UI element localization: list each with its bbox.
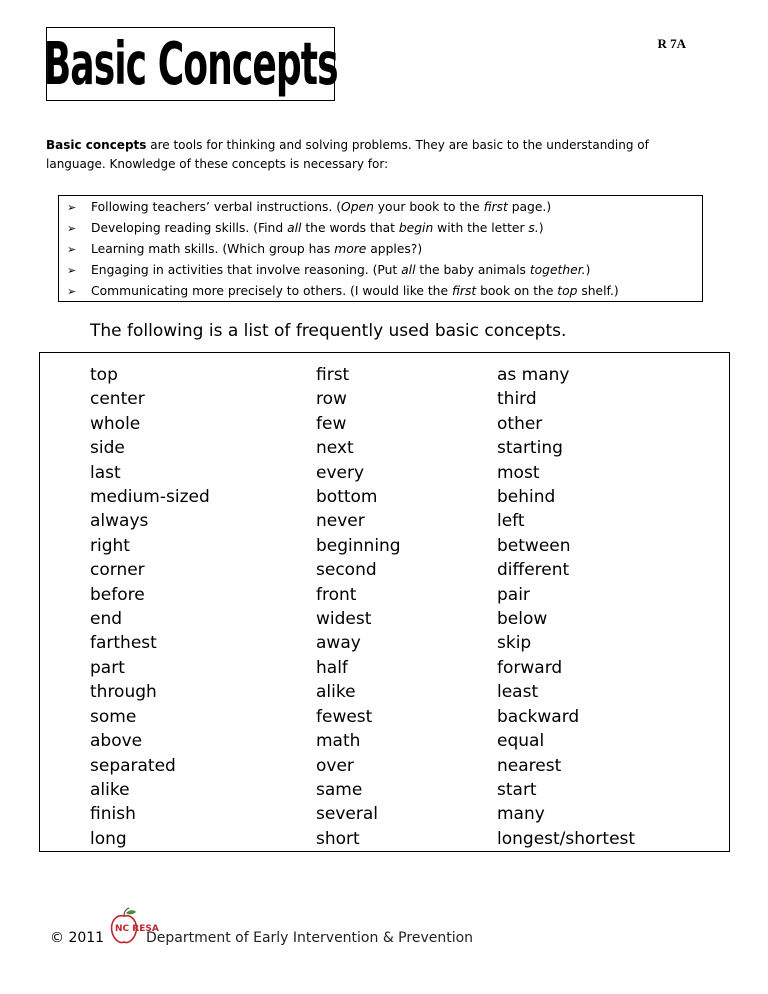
- concept-word: same: [316, 779, 363, 800]
- concept-word: over: [316, 755, 354, 776]
- concept-word: every: [316, 462, 365, 483]
- uses-list: [59, 196, 702, 302]
- uses-item-text: Communicating more precisely to others. (I would like the: [91, 284, 452, 298]
- concept-word: long: [90, 828, 127, 849]
- uses-item-emphasis: s.: [528, 221, 539, 235]
- uses-item: [59, 218, 702, 239]
- concept-word: between: [497, 535, 571, 556]
- concept-word: right: [90, 535, 130, 556]
- concept-word: most: [497, 462, 540, 483]
- list-heading: The following is a list of frequently used basic concepts.: [90, 321, 567, 341]
- concept-word: end: [90, 609, 123, 630]
- concept-word: backward: [497, 706, 580, 727]
- concept-word: widest: [316, 609, 372, 630]
- concept-word: longest/shortest: [497, 828, 636, 849]
- uses-box: [58, 195, 703, 302]
- uses-item-text: the baby animals: [415, 263, 530, 277]
- concept-word: nearest: [497, 755, 562, 776]
- concept-word: behind: [497, 487, 556, 508]
- arrow-bullet-icon: ➢: [67, 222, 77, 235]
- concept-word: math: [316, 731, 361, 752]
- concept-column-1: [90, 363, 210, 851]
- uses-item-emphasis: all: [287, 221, 302, 235]
- uses-item: [59, 281, 702, 302]
- uses-item-text: shelf.): [577, 284, 619, 298]
- concept-word: beginning: [316, 535, 401, 556]
- concept-word: skip: [497, 633, 532, 654]
- concept-word: corner: [90, 560, 145, 581]
- uses-item-text: Following teachers’ verbal instructions. (: [91, 200, 342, 214]
- concept-word: next: [316, 438, 354, 459]
- uses-item-emphasis: together.: [529, 263, 586, 277]
- concept-word: second: [316, 560, 377, 581]
- concept-word: third: [497, 389, 537, 410]
- concept-word: some: [90, 706, 137, 727]
- concept-word: above: [90, 731, 143, 752]
- uses-item-emphasis: all: [401, 263, 416, 277]
- uses-item-text: ): [585, 263, 591, 277]
- concept-word: start: [497, 779, 537, 800]
- concept-word: forward: [497, 657, 563, 678]
- concept-word: row: [316, 389, 347, 410]
- page-title: Basic Concepts: [43, 29, 338, 99]
- concept-word: fewest: [316, 706, 373, 727]
- concept-word: short: [316, 828, 360, 849]
- concept-word: side: [90, 438, 125, 459]
- concept-word: below: [497, 609, 548, 630]
- concept-word: away: [316, 633, 361, 654]
- concept-word: least: [497, 682, 539, 703]
- concept-word: different: [497, 560, 570, 581]
- concept-word: several: [316, 804, 378, 825]
- intro-paragraph: [46, 136, 706, 174]
- concept-word: center: [90, 389, 145, 410]
- concept-word: starting: [497, 438, 563, 459]
- copyright: © 2011: [50, 930, 105, 946]
- concept-word: through: [90, 682, 157, 703]
- concept-word: pair: [497, 584, 530, 605]
- uses-item-text: Engaging in activities that involve reasoning. (Put: [91, 263, 402, 277]
- uses-item-emphasis: more: [334, 242, 367, 256]
- uses-item-text: ): [538, 221, 544, 235]
- concept-word: medium-sized: [90, 487, 210, 508]
- arrow-bullet-icon: ➢: [67, 243, 77, 256]
- concept-word: never: [316, 511, 365, 532]
- concept-word: as many: [497, 365, 570, 385]
- concept-word: front: [316, 584, 357, 605]
- uses-item-text: Learning math skills. (Which group has: [91, 242, 335, 256]
- uses-item: [59, 260, 702, 281]
- concept-column-2: [316, 363, 401, 851]
- uses-item-emphasis: first: [451, 284, 477, 298]
- concept-word: finish: [90, 804, 136, 825]
- concept-word: separated: [90, 755, 176, 776]
- uses-item-text: your book to the: [373, 200, 484, 214]
- arrow-bullet-icon: ➢: [67, 285, 77, 298]
- concept-table: [39, 352, 730, 852]
- concept-word: equal: [497, 731, 545, 752]
- concept-word: first: [316, 365, 350, 385]
- arrow-bullet-icon: ➢: [67, 264, 77, 277]
- concept-word: whole: [90, 413, 141, 434]
- uses-item: [59, 197, 702, 218]
- uses-item-text: with the letter: [433, 221, 529, 235]
- concept-word: many: [497, 804, 545, 825]
- concept-word: few: [316, 413, 347, 434]
- concept-word: last: [90, 462, 121, 483]
- concept-word: half: [316, 657, 348, 678]
- concept-word: before: [90, 584, 145, 605]
- concept-word: alike: [90, 779, 130, 800]
- concept-word: alike: [316, 682, 356, 703]
- intro-text: are tools for thinking and solving problems. They are basic to the understanding of language. Knowledge of these concepts is necessary for:: [46, 138, 649, 171]
- intro-lead: Basic concepts: [46, 138, 147, 152]
- concept-word: always: [90, 511, 149, 532]
- uses-item-text: apples?): [366, 242, 423, 256]
- arrow-bullet-icon: ➢: [67, 201, 77, 214]
- concept-word: part: [90, 657, 125, 678]
- uses-item-text: page.): [507, 200, 552, 214]
- concept-word: top: [90, 365, 118, 385]
- concept-word: other: [497, 413, 543, 434]
- uses-item-emphasis: first: [483, 200, 508, 214]
- uses-item-text: the words that: [301, 221, 399, 235]
- concept-column-3: [497, 363, 635, 851]
- logo-text: NC RESA: [115, 924, 159, 934]
- uses-item-emphasis: top: [557, 284, 578, 298]
- concept-word: farthest: [90, 633, 157, 654]
- concept-word: bottom: [316, 487, 378, 508]
- concept-word: left: [497, 511, 525, 532]
- department-name: Department of Early Intervention & Prevention: [146, 930, 474, 946]
- uses-item-text: Developing reading skills. (Find: [91, 221, 288, 235]
- uses-item-emphasis: begin: [398, 221, 434, 235]
- page-code: R 7A: [657, 36, 686, 51]
- uses-item-emphasis: Open: [341, 200, 374, 214]
- uses-item-text: book on the: [476, 284, 558, 298]
- title-box: [43, 27, 338, 101]
- uses-item: [59, 239, 702, 260]
